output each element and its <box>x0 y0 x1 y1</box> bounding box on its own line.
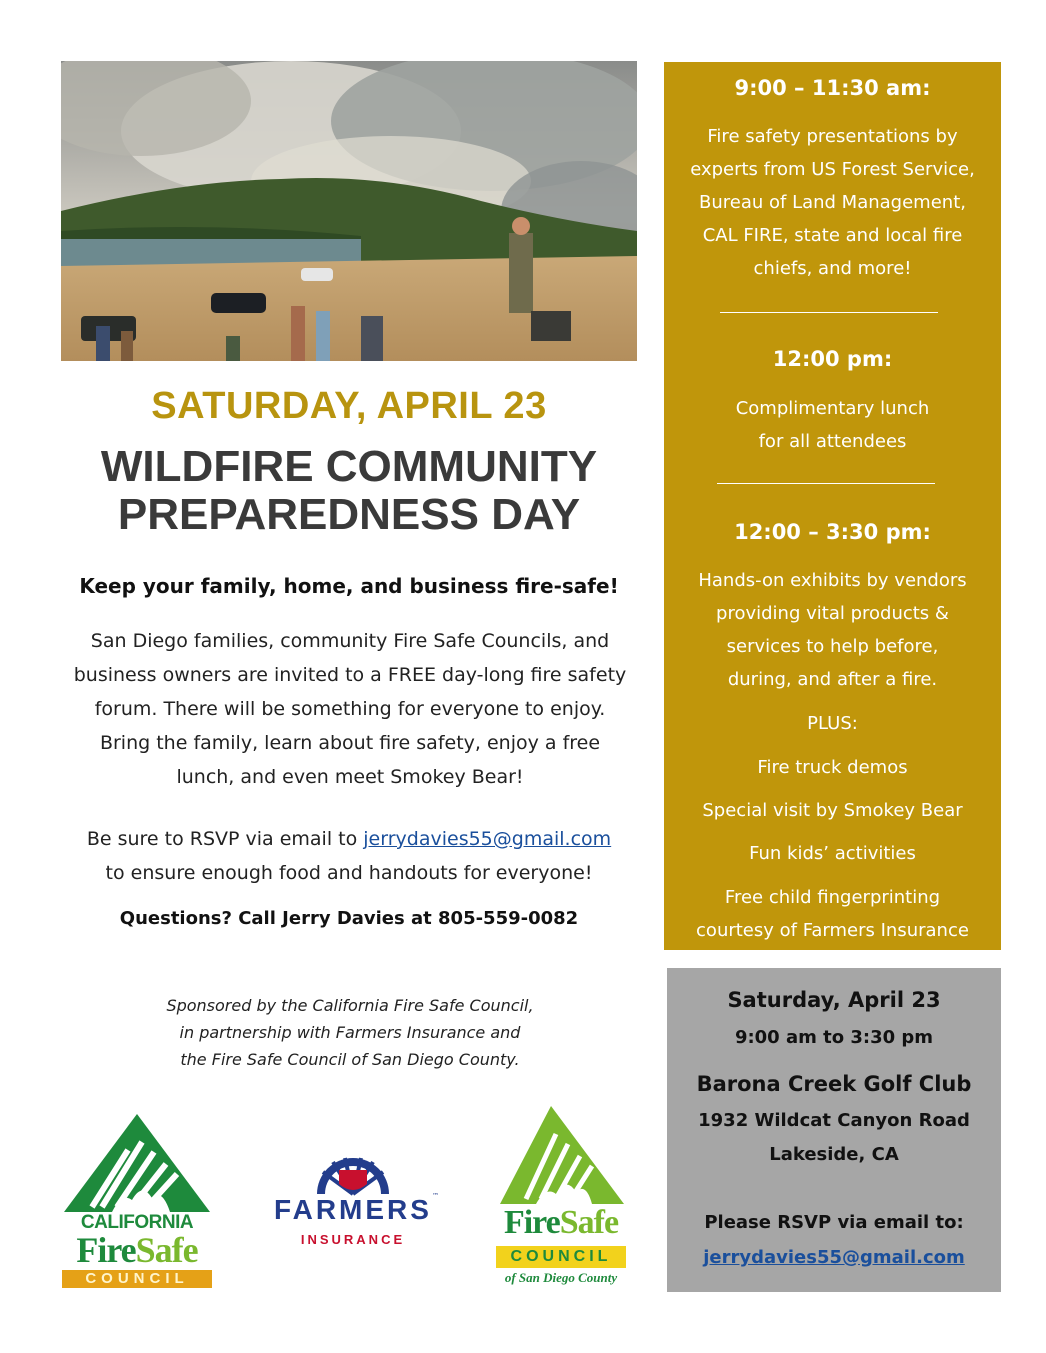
slot1-line: experts from US Forest Service, <box>690 159 975 180</box>
slot2-time: 12:00 pm: <box>772 347 893 371</box>
sponsor-line3: the Fire Safe Council of San Diego County. <box>180 1050 520 1069</box>
intro-paragraph: San Diego families, community Fire Safe Councils, and business owners are invited to a FREE day-long fire safety forum. There will be something for everyone to enjoy. Bring the family, learn about fire safety, enjoy a free lunch, and even meet Smokey Bear! <box>73 630 627 788</box>
slot3-line: during, and after a fire. <box>727 669 938 690</box>
info-date: Saturday, April 23 <box>727 988 941 1012</box>
info-city: Lakeside, CA <box>769 1144 899 1165</box>
plus-label: PLUS: <box>807 713 858 734</box>
fire-safe-council-san-diego-logo <box>490 1104 632 1290</box>
sponsor-text <box>100 992 600 1073</box>
sponsor-line2: in partnership with Farmers Insurance and <box>179 1023 521 1042</box>
cal-triangle-icon <box>62 1112 212 1212</box>
slot3-line: providing vital products & <box>716 603 949 624</box>
slot3-description <box>664 564 1001 696</box>
california-fire-safe-council-logo <box>62 1112 212 1290</box>
plus-item: Special visit by Smokey Bear <box>702 800 963 821</box>
slot3-line: services to help before, <box>726 636 939 657</box>
slot2-line: for all attendees <box>758 431 907 452</box>
slot1-line: Fire safety presentations by <box>707 126 958 147</box>
slot1-line: Bureau of Land Management, <box>699 192 966 213</box>
farmers-emblem-icon <box>313 1148 393 1196</box>
sd-logo-safe: Safe <box>559 1204 619 1241</box>
event-title <box>61 443 637 539</box>
rsvp-text-after: to ensure enough food and handouts for everyone! <box>105 862 593 884</box>
event-title-line2: PREPAREDNESS DAY <box>117 490 581 539</box>
farmers-logo-name: FARMERS <box>274 1194 432 1225</box>
cal-logo-fire: Fire <box>76 1230 136 1270</box>
sd-logo-council: COUNCIL <box>496 1246 626 1268</box>
cal-logo-firesafe <box>62 1230 212 1270</box>
slot2-line: Complimentary lunch <box>735 398 930 419</box>
rsvp-text-before: Be sure to RSVP via email to <box>86 828 358 850</box>
farmers-insurance-logo <box>262 1148 444 1252</box>
info-rsvp-label: Please RSVP via email to: <box>704 1212 964 1233</box>
plus-item: Fun kids’ activities <box>749 843 916 864</box>
event-date-heading: SATURDAY, APRIL 23 <box>151 385 547 427</box>
sd-triangle-icon <box>496 1104 626 1204</box>
rsvp-email-link[interactable]: jerrydavies55@gmail.com <box>363 828 612 850</box>
sd-logo-county: of San Diego County <box>504 1270 618 1285</box>
info-hours: 9:00 am to 3:30 pm <box>734 1027 934 1048</box>
cal-logo-line1: CALIFORNIA <box>80 1212 194 1233</box>
divider <box>717 483 935 484</box>
plus-item-line: Free child fingerprinting <box>724 887 941 908</box>
slot3-line: Hands-on exhibits by vendors <box>698 570 967 591</box>
info-venue: Barona Creek Golf Club <box>696 1072 972 1096</box>
slot1-line: chiefs, and more! <box>753 258 912 279</box>
event-info-box <box>667 968 1001 1292</box>
wildfire-photo <box>61 61 637 361</box>
cal-logo-council: COUNCIL <box>62 1270 212 1288</box>
slot1-time: 9:00 – 11:30 am: <box>734 76 931 100</box>
sd-logo-firesafe <box>490 1204 632 1242</box>
slot1-line: CAL FIRE, state and local fire <box>702 225 963 246</box>
slot3-time: 12:00 – 3:30 pm: <box>734 520 931 544</box>
info-rsvp-email-link[interactable]: jerrydavies55@gmail.com <box>703 1247 965 1268</box>
schedule-panel <box>664 62 1001 950</box>
divider <box>720 312 938 313</box>
plus-item-last <box>664 881 1001 947</box>
farmers-logo-tm: ™ <box>432 1192 439 1200</box>
plus-item: Fire truck demos <box>757 757 908 778</box>
event-title-line1: WILDFIRE COMMUNITY <box>100 442 598 491</box>
info-address: 1932 Wildcat Canyon Road <box>698 1110 970 1131</box>
sd-logo-fire: Fire <box>503 1204 560 1241</box>
rsvp-paragraph <box>61 822 637 890</box>
info-rsvp-email-wrap <box>667 1247 1001 1268</box>
slot2-description <box>664 392 1001 458</box>
plus-item-line: courtesy of Farmers Insurance <box>696 920 969 941</box>
farmers-logo-sub: INSURANCE <box>300 1232 406 1247</box>
slot1-description <box>664 120 1001 285</box>
tagline: Keep your family, home, and business fire-safe! <box>79 574 619 598</box>
cal-logo-safe: Safe <box>135 1230 198 1270</box>
questions-line: Questions? Call Jerry Davies at 805-559-0082 <box>119 908 579 929</box>
sponsor-line1: Sponsored by the California Fire Safe Council, <box>166 996 534 1015</box>
